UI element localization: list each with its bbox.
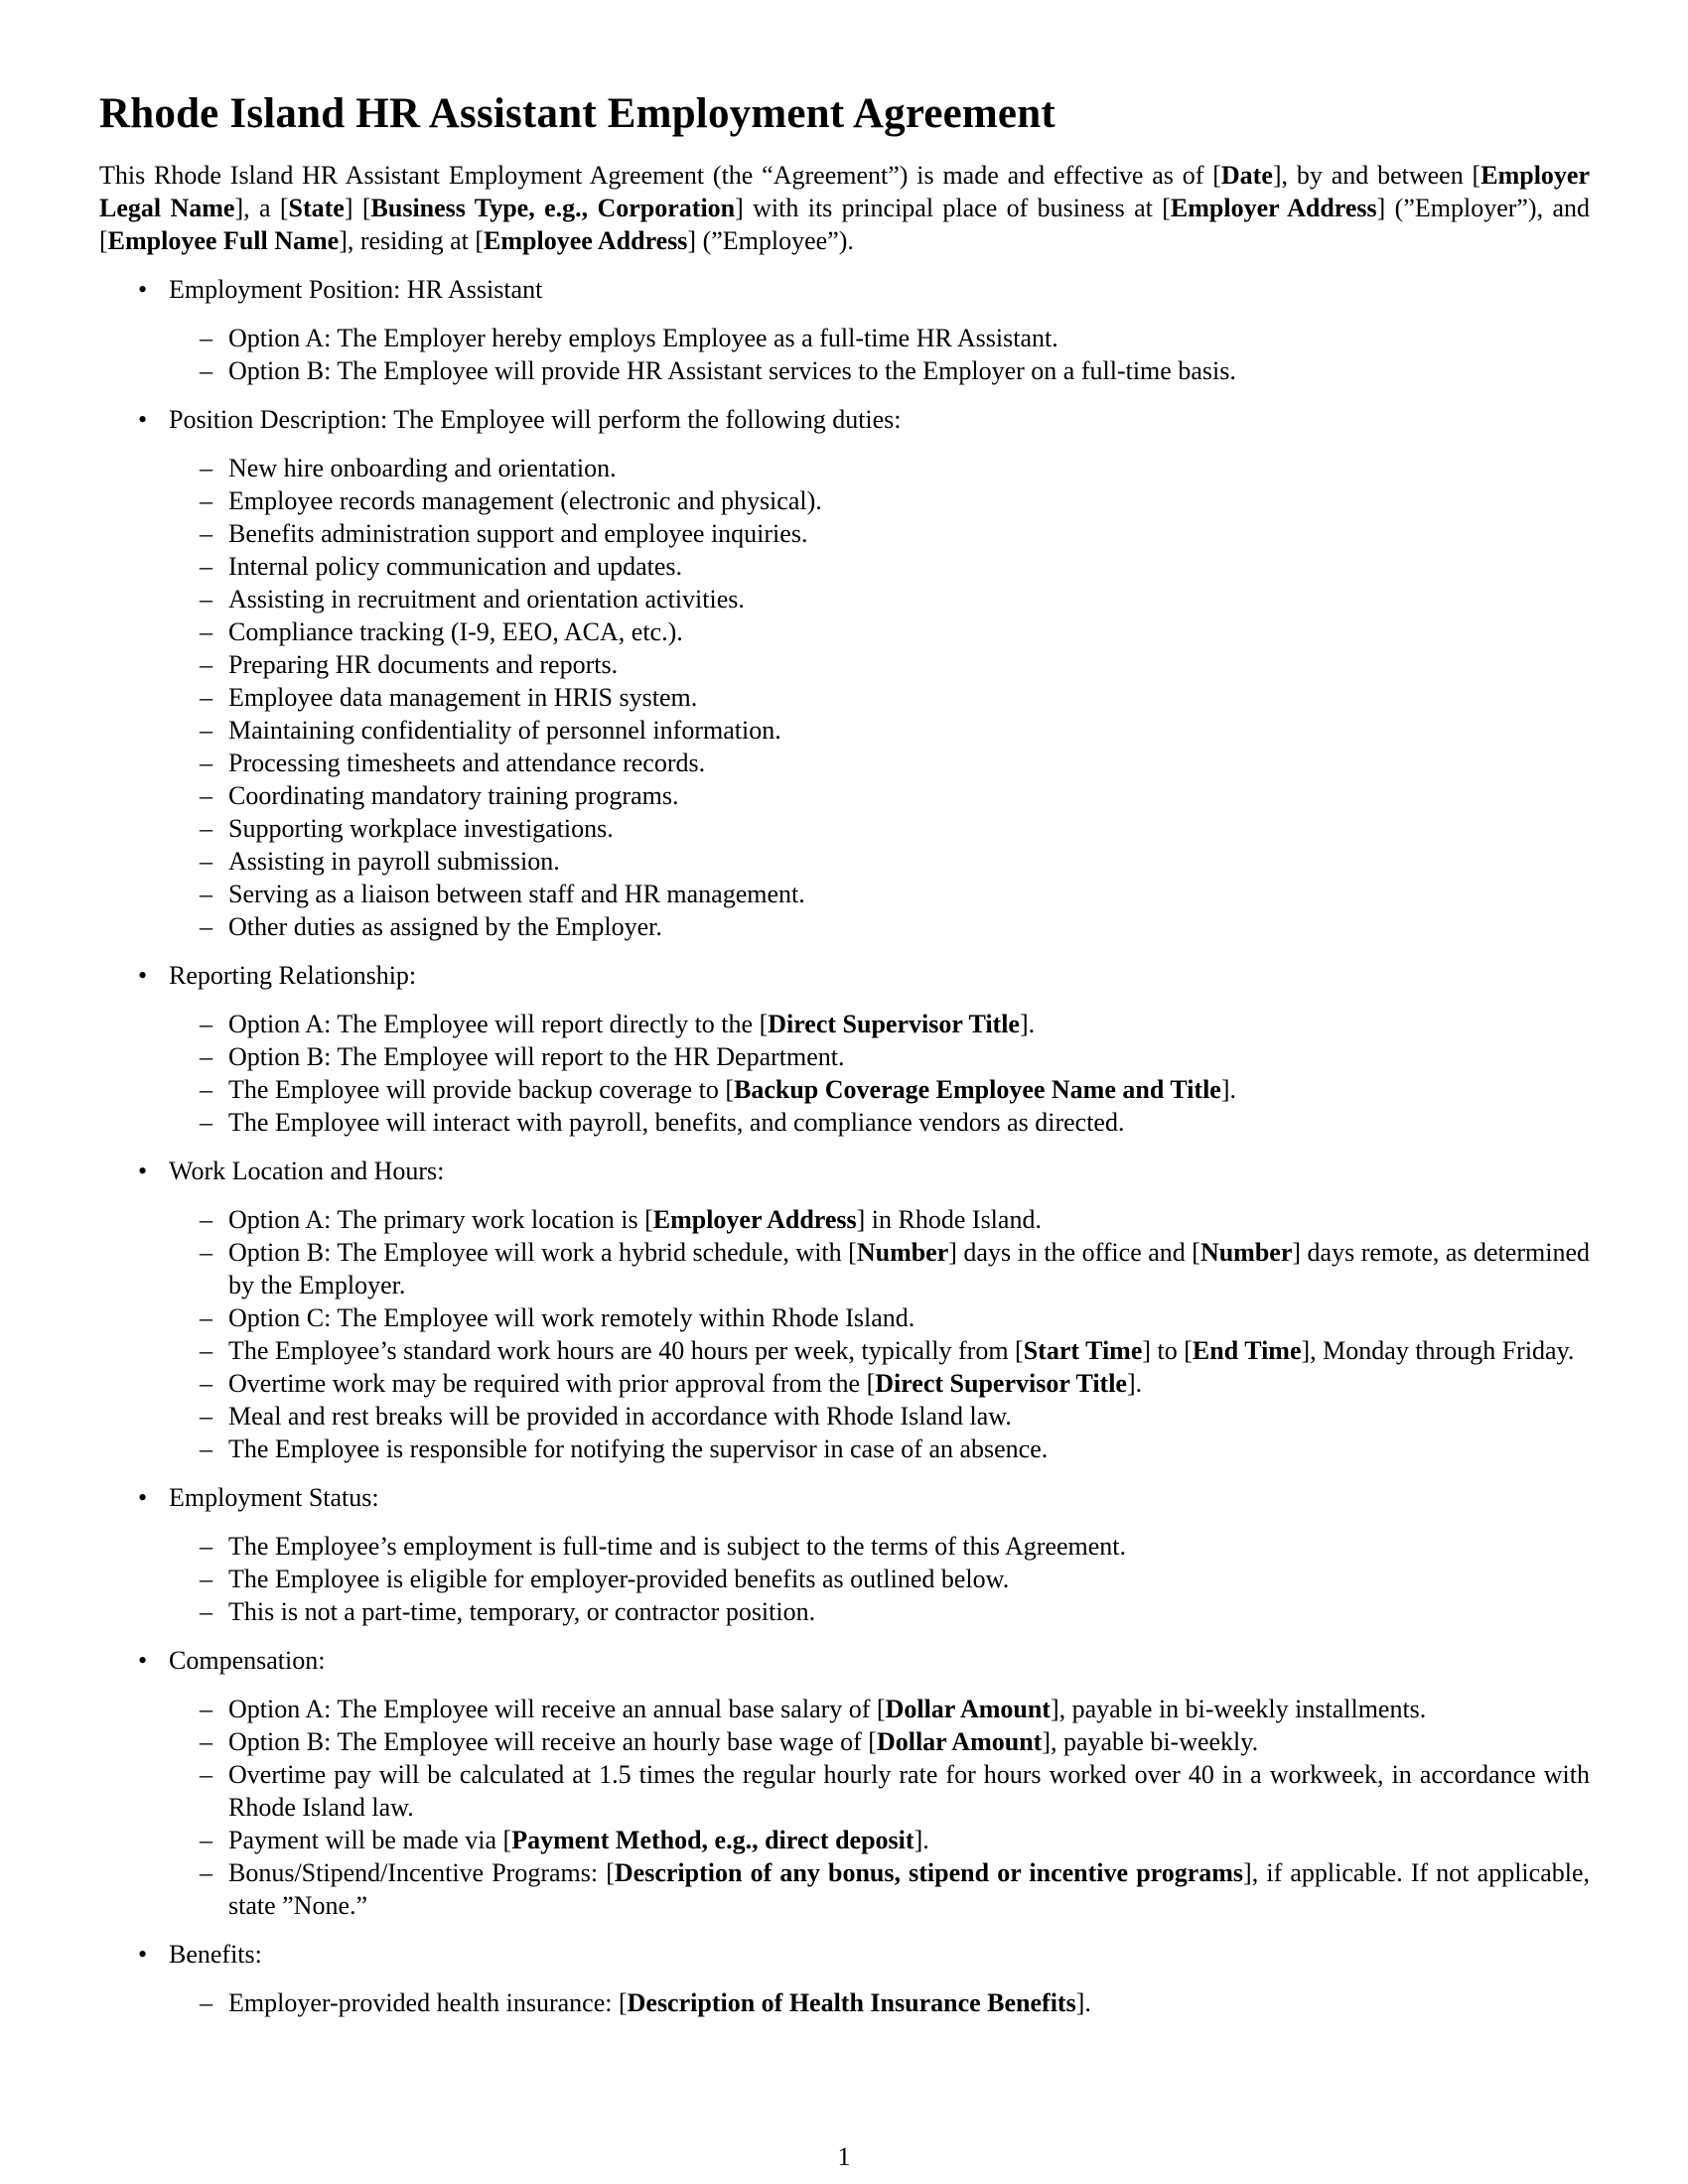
text-run: Meal and rest breaks will be provided in accordance with Rhode Island law.: [228, 1402, 1012, 1431]
dash-icon: –: [200, 1402, 212, 1431]
intro-paragraph: [99, 159, 1590, 257]
sub-item: [169, 517, 1590, 550]
sub-item: [169, 1236, 1590, 1301]
text-run: ] in Rhode Island.: [856, 1205, 1042, 1234]
sub-item: [169, 1693, 1590, 1725]
text-run: This Rhode Island HR Assistant Employment Agreement (the “Agreement”) is made and effective as of [: [99, 161, 1221, 190]
placeholder-field: Direct Supervisor Title: [768, 1010, 1020, 1038]
bullet-icon: •: [138, 275, 148, 304]
dash-icon: –: [200, 683, 212, 712]
placeholder-field: Description of any bonus, stipend or incentive programs: [614, 1858, 1244, 1887]
sub-item: [169, 1301, 1590, 1334]
bullet-icon: •: [138, 405, 148, 434]
text-run: Overtime pay will be calculated at 1.5 times the regular hourly rate for hours worked over 40 in a workweek, in accordance with Rhode Island law.: [228, 1760, 1590, 1822]
dash-icon: –: [200, 1238, 212, 1267]
dash-icon: –: [200, 1042, 212, 1071]
dash-icon: –: [200, 847, 212, 876]
section-list: [99, 273, 1590, 2019]
text-run: Employer-provided health insurance: [: [228, 1988, 628, 2017]
placeholder-field: Dollar Amount: [876, 1727, 1043, 1756]
text-run: New hire onboarding and orientation.: [228, 454, 617, 482]
dash-icon: –: [200, 1108, 212, 1137]
sub-item: [169, 1106, 1590, 1139]
placeholder-field: Date: [1220, 161, 1273, 190]
sub-item: [169, 354, 1590, 387]
text-run: Option B: The Employee will receive an hourly base wage of [: [228, 1727, 877, 1756]
dash-icon: –: [200, 552, 212, 581]
document-title: Rhode Island HR Assistant Employment Agreement: [99, 90, 1055, 137]
text-run: ] [: [344, 194, 371, 222]
text-run: Option B: The Employee will report to the HR Department.: [228, 1042, 845, 1071]
placeholder-field: End Time: [1192, 1336, 1302, 1365]
placeholder-field: State: [288, 194, 345, 222]
text-run: ].: [1075, 1988, 1091, 2017]
placeholder-field: Dollar Amount: [885, 1695, 1051, 1723]
section-heading: Benefits:: [169, 1940, 262, 1969]
text-run: Serving as a liaison between staff and HR management.: [228, 880, 805, 908]
text-run: Option A: The Employee will receive an annual base salary of [: [228, 1695, 886, 1723]
sub-item: [169, 910, 1590, 943]
sub-item-list: [169, 1986, 1590, 2019]
sub-item: [169, 1758, 1590, 1824]
text-run: The Employee will interact with payroll, benefits, and compliance vendors as directed.: [228, 1108, 1125, 1137]
dash-icon: –: [200, 716, 212, 745]
text-run: Employee data management in HRIS system.: [228, 683, 698, 712]
placeholder-field: Employer Legal Name: [99, 161, 1590, 222]
sub-item: [169, 615, 1590, 648]
dash-icon: –: [200, 356, 212, 385]
sub-item-list: [169, 452, 1590, 943]
placeholder-field: Business Type, e.g., Corporation: [370, 194, 736, 222]
dash-icon: –: [200, 781, 212, 810]
text-run: Overtime work may be required with prior approval from the [: [228, 1369, 876, 1398]
sub-item-list: [169, 1008, 1590, 1139]
dash-icon: –: [200, 650, 212, 679]
text-run: ], if applicable. If not applicable, state ”None.”: [228, 1858, 1590, 1920]
sub-item-list: [169, 1693, 1590, 1922]
sub-item: [169, 1400, 1590, 1433]
sub-item: [169, 1367, 1590, 1400]
sub-item: [169, 322, 1590, 354]
dash-icon: –: [200, 1010, 212, 1038]
text-run: Assisting in payroll submission.: [228, 847, 560, 876]
dash-icon: –: [200, 1532, 212, 1561]
section-heading: Employment Position: HR Assistant: [169, 275, 543, 304]
text-run: Preparing HR documents and reports.: [228, 650, 619, 679]
placeholder-field: Payment Method, e.g., direct deposit: [511, 1826, 914, 1854]
dash-icon: –: [200, 912, 212, 941]
text-run: The Employee’s standard work hours are 40 hours per week, typically from [: [228, 1336, 1024, 1365]
section-item: [99, 959, 1590, 1139]
sub-item: [169, 1334, 1590, 1367]
text-run: ].: [914, 1826, 929, 1854]
text-run: Other duties as assigned by the Employer.: [228, 912, 662, 941]
text-run: Employee records management (electronic and physical).: [228, 486, 822, 515]
bullet-icon: •: [138, 1940, 148, 1969]
sub-item: [169, 1008, 1590, 1040]
text-run: ] days in the office and [: [948, 1238, 1200, 1267]
sub-item: [169, 1040, 1590, 1073]
text-run: The Employee is eligible for employer-provided benefits as outlined below.: [228, 1565, 1010, 1593]
placeholder-field: Employer Address: [1170, 194, 1377, 222]
sub-item: [169, 878, 1590, 910]
dash-icon: –: [200, 486, 212, 515]
dash-icon: –: [200, 1075, 212, 1104]
text-run: Payment will be made via [: [228, 1826, 512, 1854]
sub-item-list: [169, 322, 1590, 387]
sub-item: [169, 681, 1590, 714]
dash-icon: –: [200, 814, 212, 843]
placeholder-field: Direct Supervisor Title: [875, 1369, 1127, 1398]
bullet-icon: •: [138, 1483, 148, 1512]
sub-item: [169, 550, 1590, 583]
sub-item: [169, 779, 1590, 812]
section-item: [99, 1481, 1590, 1628]
dash-icon: –: [200, 1597, 212, 1626]
bullet-icon: •: [138, 1646, 148, 1675]
text-run: Option B: The Employee will work a hybrid schedule, with [: [228, 1238, 857, 1267]
placeholder-field: Employee Address: [484, 226, 688, 255]
text-run: ], residing at [: [339, 226, 485, 255]
text-run: Option C: The Employee will work remotely within Rhode Island.: [228, 1303, 915, 1332]
sub-item: [169, 452, 1590, 484]
text-run: The Employee is responsible for notifying the supervisor in case of an absence.: [228, 1434, 1049, 1463]
text-run: Processing timesheets and attendance records.: [228, 749, 706, 777]
text-run: Option A: The Employer hereby employs Employee as a full-time HR Assistant.: [228, 324, 1058, 352]
dash-icon: –: [200, 519, 212, 548]
sub-item: [169, 1824, 1590, 1856]
sub-item: [169, 1530, 1590, 1563]
bullet-icon: •: [138, 1157, 148, 1185]
text-run: ] to [: [1142, 1336, 1193, 1365]
text-run: ] days remote, as determined by the Employer.: [228, 1238, 1590, 1299]
text-run: Benefits administration support and employee inquiries.: [228, 519, 808, 548]
section-item: [99, 403, 1590, 943]
placeholder-field: Employee Full Name: [107, 226, 340, 255]
sub-item: [169, 812, 1590, 845]
sub-item-list: [169, 1203, 1590, 1465]
text-run: ], by and between [: [1272, 161, 1481, 190]
dash-icon: –: [200, 585, 212, 614]
dash-icon: –: [200, 1760, 212, 1789]
text-run: This is not a part-time, temporary, or contractor position.: [228, 1597, 816, 1626]
section-item: [99, 1938, 1590, 2019]
placeholder-field: Start Time: [1023, 1336, 1143, 1365]
section-item: [99, 1155, 1590, 1465]
text-run: Option B: The Employee will provide HR Assistant services to the Employer on a full-time basis.: [228, 356, 1236, 385]
text-run: ] with its principal place of business at [: [735, 194, 1171, 222]
placeholder-field: Employer Address: [652, 1205, 857, 1234]
text-run: Coordinating mandatory training programs.: [228, 781, 679, 810]
dash-icon: –: [200, 1303, 212, 1332]
text-run: ], payable in bi-weekly installments.: [1050, 1695, 1427, 1723]
bullet-icon: •: [138, 961, 148, 990]
sub-item: [169, 747, 1590, 779]
section-heading: Employment Status:: [169, 1483, 379, 1512]
sub-item: [169, 583, 1590, 615]
sub-item: [169, 648, 1590, 681]
sub-item: [169, 1563, 1590, 1595]
text-run: ].: [1019, 1010, 1036, 1038]
dash-icon: –: [200, 454, 212, 482]
text-run: ] (”Employer”), and [: [99, 194, 1590, 255]
dash-icon: –: [200, 1205, 212, 1234]
placeholder-field: Description of Health Insurance Benefits: [627, 1988, 1076, 2017]
text-run: Option A: The primary work location is [: [228, 1205, 653, 1234]
dash-icon: –: [200, 1565, 212, 1593]
dash-icon: –: [200, 1695, 212, 1723]
text-run: Supporting workplace investigations.: [228, 814, 614, 843]
text-run: ], a [: [234, 194, 289, 222]
text-run: The Employee will provide backup coverage to [: [228, 1075, 734, 1104]
text-run: Assisting in recruitment and orientation activities.: [228, 585, 745, 614]
text-run: ].: [1126, 1369, 1143, 1398]
dash-icon: –: [200, 617, 212, 646]
text-run: Compliance tracking (I-9, EEO, ACA, etc.).: [228, 617, 683, 646]
placeholder-field: Backup Coverage Employee Name and Title: [733, 1075, 1221, 1104]
sub-item: [169, 1433, 1590, 1465]
text-run: ], payable bi-weekly.: [1042, 1727, 1259, 1756]
dash-icon: –: [200, 1858, 212, 1887]
dash-icon: –: [200, 880, 212, 908]
sub-item: [169, 1856, 1590, 1922]
sub-item: [169, 1073, 1590, 1106]
dash-icon: –: [200, 1336, 212, 1365]
dash-icon: –: [200, 1434, 212, 1463]
sub-item: [169, 845, 1590, 878]
page-number: 1: [837, 2142, 851, 2171]
section-heading: Compensation:: [169, 1646, 326, 1675]
placeholder-field: Number: [1199, 1238, 1293, 1267]
sub-item: [169, 1725, 1590, 1758]
dash-icon: –: [200, 1826, 212, 1854]
dash-icon: –: [200, 324, 212, 352]
sub-item-list: [169, 1530, 1590, 1628]
section-heading: Position Description: The Employee will perform the following duties:: [169, 405, 902, 434]
sub-item: [169, 714, 1590, 747]
text-run: Option A: The Employee will report directly to the [: [228, 1010, 769, 1038]
placeholder-field: Number: [856, 1238, 949, 1267]
sub-item: [169, 1595, 1590, 1628]
text-run: ].: [1220, 1075, 1237, 1104]
dash-icon: –: [200, 1727, 212, 1756]
section-heading: Work Location and Hours:: [169, 1157, 445, 1185]
sub-item: [169, 484, 1590, 517]
text-run: ] (”Employee”).: [687, 226, 854, 255]
sub-item: [169, 1986, 1590, 2019]
section-item: [99, 1644, 1590, 1922]
text-run: Bonus/Stipend/Incentive Programs: [: [228, 1858, 615, 1887]
text-run: The Employee’s employment is full-time and is subject to the terms of this Agreement.: [228, 1532, 1127, 1561]
section-item: [99, 273, 1590, 387]
section-heading: Reporting Relationship:: [169, 961, 417, 990]
sub-item: [169, 1203, 1590, 1236]
dash-icon: –: [200, 1988, 212, 2017]
dash-icon: –: [200, 749, 212, 777]
text-run: Internal policy communication and updates.: [228, 552, 683, 581]
dash-icon: –: [200, 1369, 212, 1398]
text-run: ], Monday through Friday.: [1301, 1336, 1575, 1365]
text-run: Maintaining confidentiality of personnel information.: [228, 716, 781, 745]
